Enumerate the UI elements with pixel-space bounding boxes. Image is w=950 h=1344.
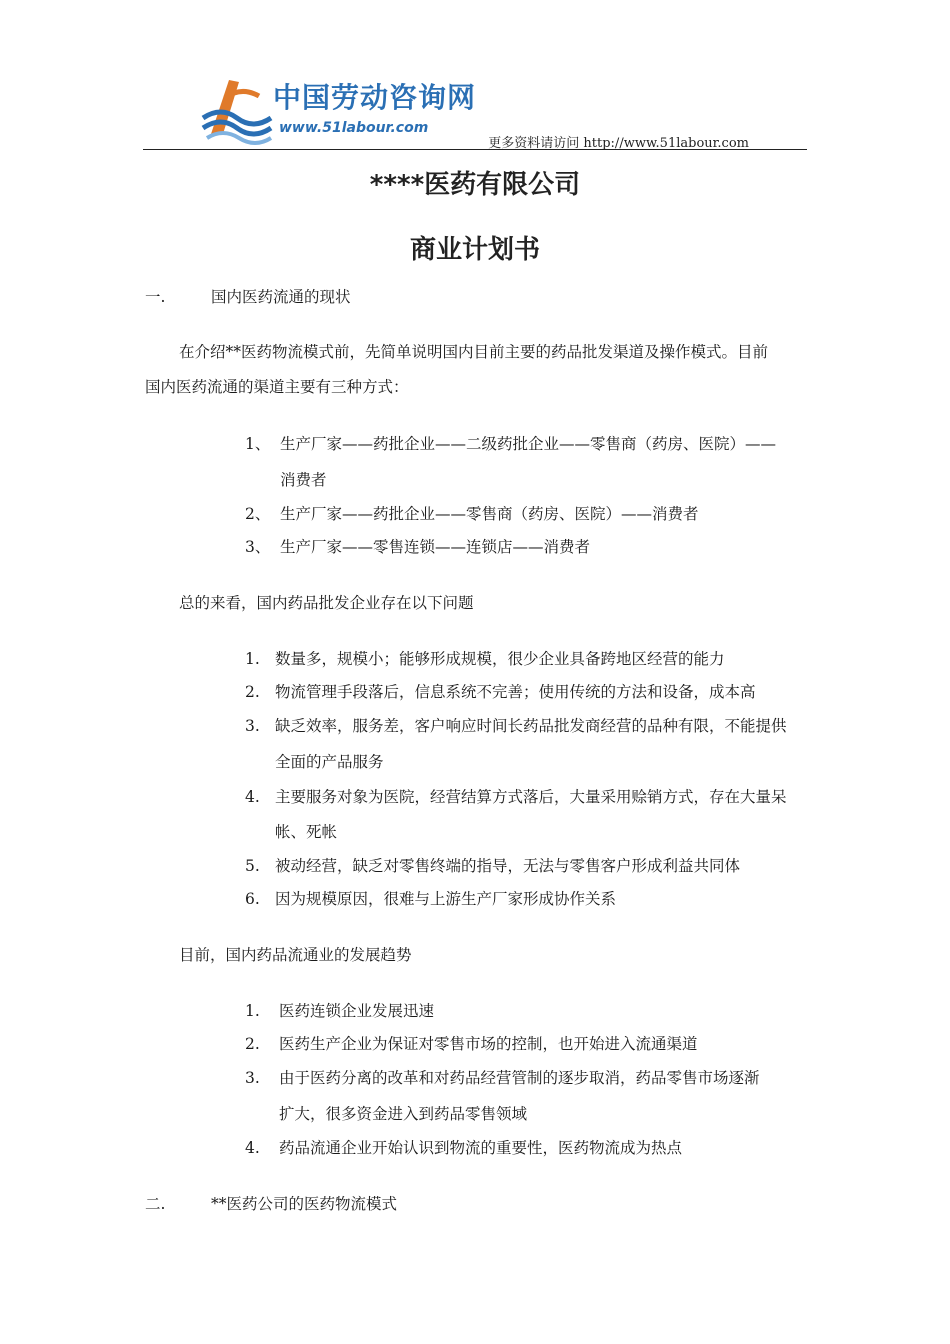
problem-3-line-2: 全面的产品服务 bbox=[275, 753, 384, 771]
channel-3-line-1: 生产厂家——零售连锁——连锁店——消费者 bbox=[280, 538, 591, 556]
problem-5-line-1: 被动经营，缺乏对零售终端的指导，无法与零售客户形成利益共同体 bbox=[275, 857, 741, 875]
trend-1-number: 1. bbox=[245, 1002, 260, 1020]
trend-2-number: 2. bbox=[245, 1035, 260, 1053]
channel-3-number: 3、 bbox=[245, 538, 271, 556]
section-2-heading: **医药公司的医药物流模式 bbox=[211, 1195, 398, 1213]
section-1-number: 一. bbox=[145, 288, 166, 306]
logo-chinese-text: 中国劳动咨询网 bbox=[273, 81, 477, 114]
page-header bbox=[143, 60, 807, 150]
logo-url-text: www.51labour.com bbox=[279, 120, 429, 136]
channel-1-line-2: 消费者 bbox=[280, 471, 327, 489]
channel-2-line-1: 生产厂家——药批企业——零售商（药房、医院）——消费者 bbox=[280, 505, 699, 523]
problems-intro: 总的来看，国内药品批发企业存在以下问题 bbox=[179, 594, 474, 612]
trend-3-number: 3. bbox=[245, 1069, 260, 1087]
intro-line-2: 国内医药流通的渠道主要有三种方式： bbox=[145, 378, 409, 396]
header-note: 更多资料请访问 http://www.51labour.com bbox=[488, 136, 749, 151]
problem-4-line-1: 主要服务对象为医院，经营结算方式落后，大量采用赊销方式，存在大量呆 bbox=[275, 788, 787, 806]
trends-intro: 目前，国内药品流通业的发展趋势 bbox=[179, 946, 412, 964]
problem-3-line-1: 缺乏效率，服务差，客户响应时间长药品批发商经营的品种有限，不能提供 bbox=[275, 717, 787, 735]
intro-line-1: 在介绍**医药物流模式前，先简单说明国内目前主要的药品批发渠道及操作模式。目前 bbox=[179, 343, 769, 361]
problem-6-number: 6. bbox=[245, 890, 260, 908]
channel-1-line-1: 生产厂家——药批企业——二级药批企业——零售商（药房、医院）—— bbox=[280, 435, 777, 453]
problem-5-number: 5. bbox=[245, 857, 260, 875]
document-subtitle: 商业计划书 bbox=[409, 235, 540, 265]
trend-2-line-1: 医药生产企业为保证对零售市场的控制，也开始进入流通渠道 bbox=[279, 1035, 698, 1053]
problem-4-line-2: 帐、死帐 bbox=[275, 823, 338, 841]
problem-3-number: 3. bbox=[245, 717, 260, 735]
problem-2-number: 2. bbox=[245, 683, 260, 701]
trend-3-line-1: 由于医药分离的改革和对药品经营管制的逐步取消，药品零售市场逐渐 bbox=[279, 1069, 760, 1087]
channel-2-number: 2、 bbox=[245, 505, 271, 523]
header-divider bbox=[143, 149, 807, 150]
problem-2-line-1: 物流管理手段落后，信息系统不完善；使用传统的方法和设备，成本高 bbox=[275, 683, 756, 701]
trend-3-line-2: 扩大，很多资金进入到药品零售领域 bbox=[279, 1105, 528, 1123]
section-2-number: 二. bbox=[145, 1195, 166, 1213]
trend-1-line-1: 医药连锁企业发展迅速 bbox=[279, 1002, 435, 1020]
document-title: ****医药有限公司 bbox=[369, 170, 581, 200]
trend-4-number: 4. bbox=[245, 1139, 260, 1157]
site-logo[interactable] bbox=[201, 68, 501, 146]
problem-4-number: 4. bbox=[245, 788, 260, 806]
problem-1-number: 1. bbox=[245, 650, 260, 668]
trend-4-line-1: 药品流通企业开始认识到物流的重要性，医药物流成为热点 bbox=[279, 1139, 683, 1157]
wave-flag-logo-icon bbox=[201, 68, 281, 146]
channel-1-number: 1、 bbox=[245, 435, 271, 453]
problem-1-line-1: 数量多，规模小；能够形成规模，很少企业具备跨地区经营的能力 bbox=[275, 650, 725, 668]
section-1-heading: 国内医药流通的现状 bbox=[211, 288, 351, 306]
problem-6-line-1: 因为规模原因，很难与上游生产厂家形成协作关系 bbox=[275, 890, 617, 908]
